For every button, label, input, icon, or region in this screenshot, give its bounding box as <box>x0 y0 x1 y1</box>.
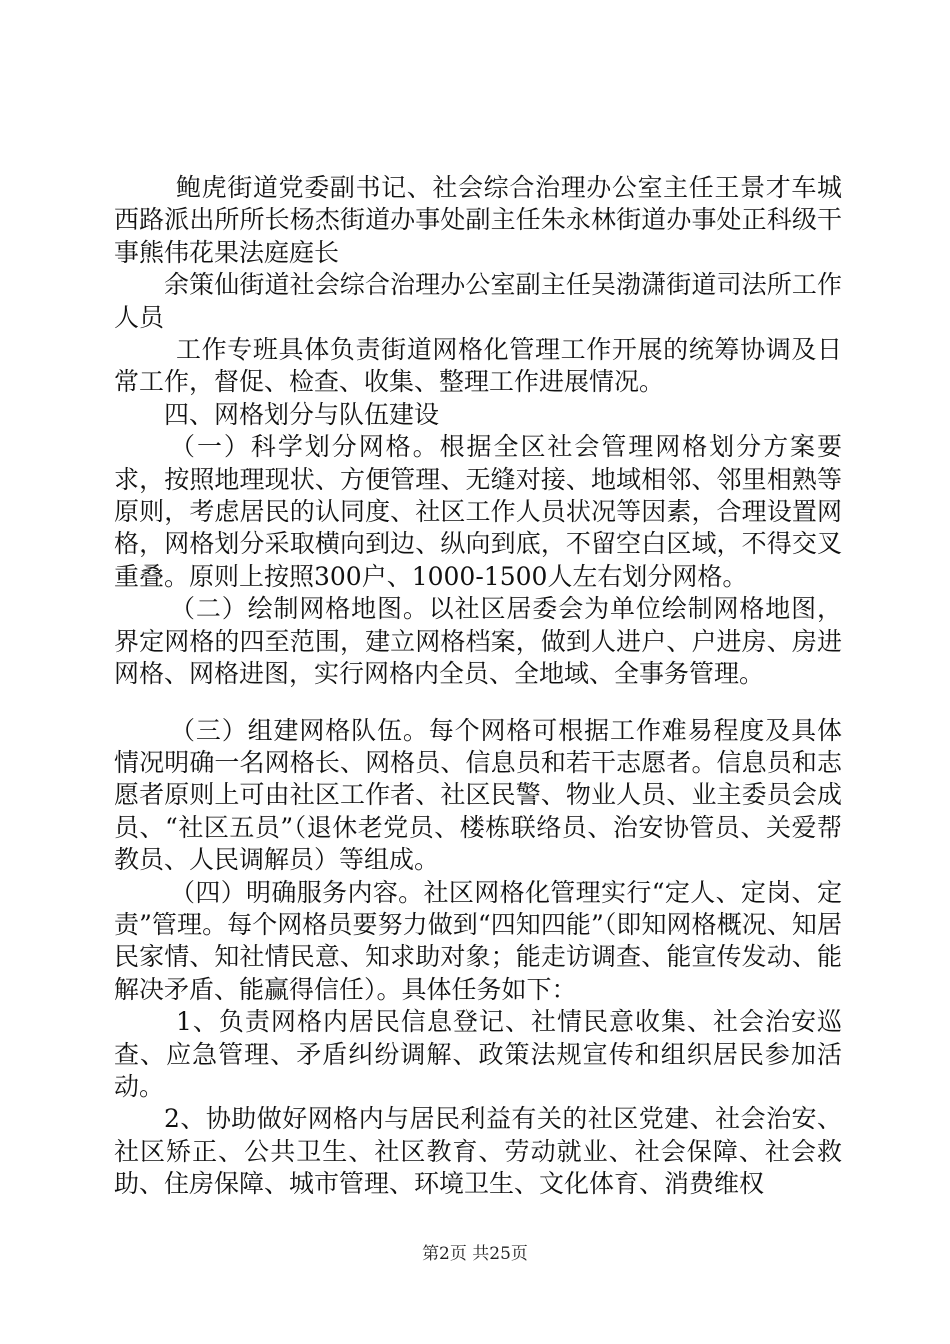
paragraph-task-2: 2、协助做好网格内与居民利益有关的社区党建、社会治安、社区矫正、公共卫生、社区教育、劳动就业、社会保障、社会救助、住房保障、城市管理、环境卫生、文化体育、消费维权 <box>114 1104 842 1199</box>
paragraph-officials-1: 鲍虎街道党委副书记、社会综合治理办公室主任王景才车城西路派出所所长杨杰街道办事处副主任朱永林街道办事处正科级干事熊伟花果法庭庭长 <box>114 173 842 267</box>
paragraph-gap <box>114 691 842 715</box>
paragraph-task-force: 工作专班具体负责街道网格化管理工作开展的统筹协调及日常工作，督促、检查、收集、整理工作进展情况。 <box>114 335 842 397</box>
paragraph-grid-map: （二）绘制网格地图。以社区居委会为单位绘制网格地图，界定网格的四至范围，建立网格档案，做到人进户、户进房、房进网格、网格进图，实行网格内全员、全地域、全事务管理。 <box>114 594 842 689</box>
paragraph-officials-2: 余策仙街道社会综合治理办公室副主任吴渤潇街道司法所工作人员 <box>114 270 842 332</box>
document-body <box>114 172 842 1201</box>
paragraph-grid-division: （一）科学划分网格。根据全区社会管理网格划分方案要求，按照地理现状、方便管理、无缝对接、地域相邻、邻里相熟等原则，考虑居民的认同度、社区工作人员状况等因素，合理设置网格，网格划分采取横向到边、纵向到底，不留空白区域，不得交叉重叠。原则上按照300户、1000-1500人左右划分网格。 <box>114 432 842 591</box>
page-footer: 第2页 共25页 <box>422 1244 528 1264</box>
paragraph-grid-team: （三）组建网格队伍。每个网格可根据工作难易程度及具体情况明确一名网格长、网格员、信息员和若干志愿者。信息员和志愿者原则上可由社区工作者、社区民警、物业人员、业主委员会成员、“社区五员”（退休老党员、楼栋联络员、治安协管员、关爱帮教员、人民调解员）等组成。 <box>114 715 842 875</box>
section-heading-grid: 四、网格划分与队伍建设 <box>164 399 440 429</box>
paragraph-task-1: 1、负责网格内居民信息登记、社情民意收集、社会治安巡查、应急管理、矛盾纠纷调解、政策法规宣传和组织居民参加活动。 <box>114 1007 842 1101</box>
paragraph-service-content: （四）明确服务内容。社区网格化管理实行“定人、定岗、定责”管理。每个网格员要努力做到“四知四能”（即知网格概况、知居民家情、知社情民意、知求助对象；能走访调查、能宣传发动、能解决矛盾、能赢得信任）。具体任务如下： <box>114 877 842 1004</box>
